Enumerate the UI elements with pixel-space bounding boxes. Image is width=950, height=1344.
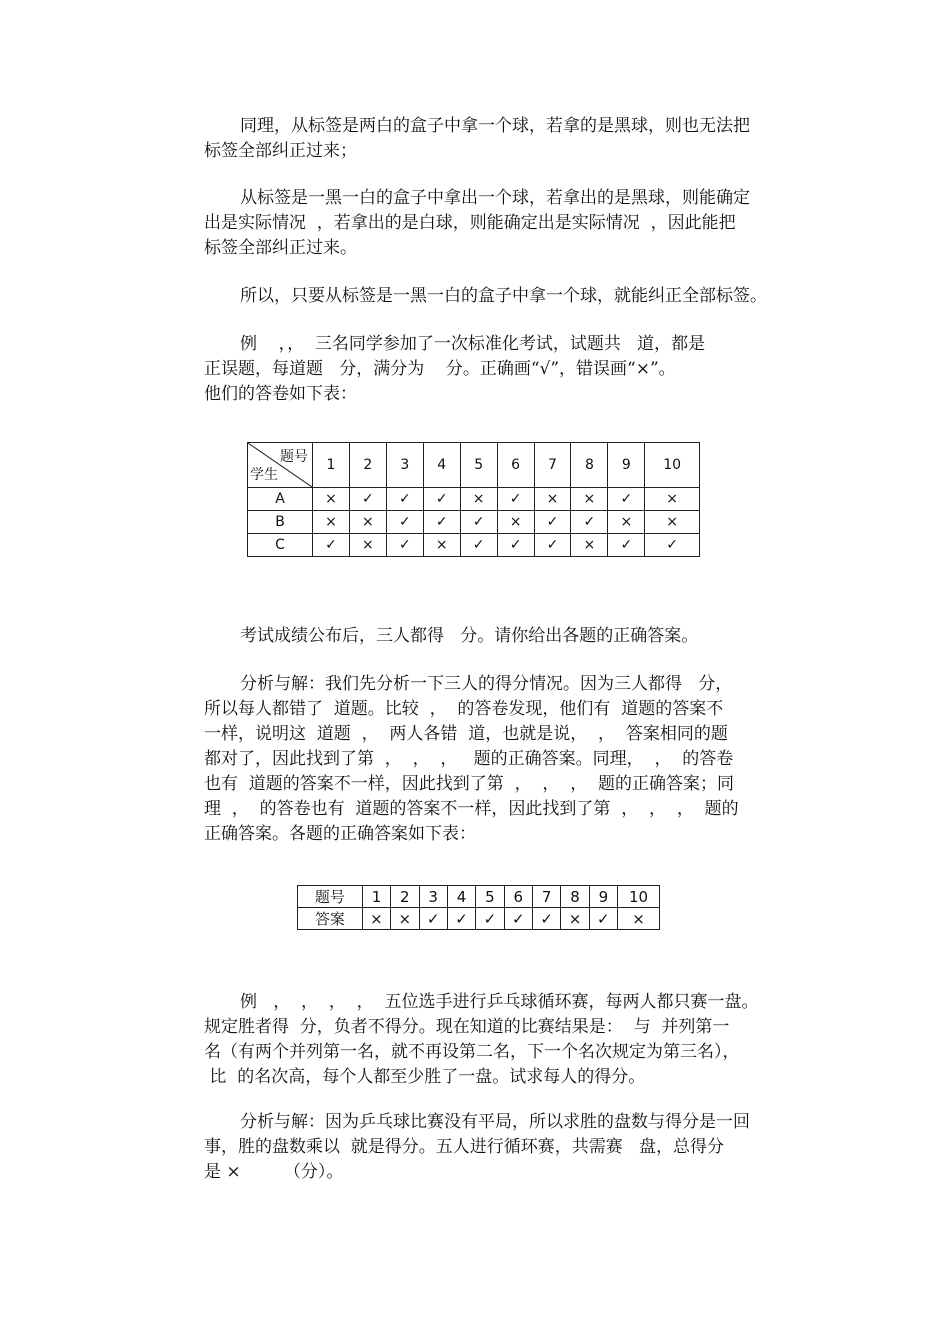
text-line: 分析与解：因为乒乓球比赛没有平局，所以求胜的盘数与得分是一回 bbox=[240, 1112, 750, 1132]
paragraph-5 bbox=[204, 624, 810, 649]
answer-cell: ✓ bbox=[423, 511, 460, 534]
answer-cell: ✓ bbox=[534, 511, 571, 534]
text-line: 同理，从标签是两白的盒子中拿一个球，若拿的是黑球，则也无法把 bbox=[240, 116, 750, 136]
text-line: 也有 道题的答案不一样，因此找到了第 ， ， ， 题的正确答案；同 bbox=[204, 774, 735, 794]
answer-cell: × bbox=[313, 488, 350, 511]
column-header: 4 bbox=[447, 886, 475, 908]
column-header: 5 bbox=[476, 886, 504, 908]
answer-cell: × bbox=[391, 908, 419, 930]
answer-cell: ✓ bbox=[534, 534, 571, 557]
column-header: 2 bbox=[391, 886, 419, 908]
text-line: 标签全部纠正过来； bbox=[204, 141, 357, 161]
column-header: 9 bbox=[589, 886, 617, 908]
paragraph-3 bbox=[204, 284, 810, 309]
answer-cell: ✓ bbox=[386, 488, 423, 511]
text-line: 一样，说明这 道题 ， 两人各错 道，也就是说， ， 答案相同的题 bbox=[204, 724, 728, 744]
table-row bbox=[248, 488, 700, 511]
answer-cell: ✓ bbox=[386, 511, 423, 534]
column-header: 5 bbox=[460, 443, 497, 488]
column-header: 8 bbox=[571, 443, 608, 488]
table-row bbox=[248, 511, 700, 534]
column-header: 7 bbox=[532, 886, 560, 908]
answer-cell: ✓ bbox=[645, 534, 700, 557]
paragraph-6 bbox=[204, 672, 810, 847]
paragraph-8 bbox=[204, 1110, 810, 1185]
text-line: 事，胜的盘数乘以 就是得分。五人进行循环赛，共需赛 盘，总得分 bbox=[204, 1137, 725, 1157]
text-line: 所以每人都错了 道题。比较 ， 的答卷发现，他们有 道题的答案不 bbox=[204, 699, 724, 719]
text-line: 理 ， 的答卷也有 道题的答案不一样，因此找到了第 ， ， ， 题的 bbox=[204, 799, 739, 819]
column-header: 1 bbox=[313, 443, 350, 488]
row-label-question: 题号 bbox=[298, 886, 363, 908]
answer-cell: × bbox=[645, 488, 700, 511]
answer-cell: ✓ bbox=[313, 534, 350, 557]
text-line: 名（有两个并列第一名，就不再设第二名，下一个名次规定为第三名）， bbox=[204, 1042, 740, 1062]
answer-cell: ✓ bbox=[497, 534, 534, 557]
column-header: 9 bbox=[608, 443, 645, 488]
text-line: 比 的名次高，每个人都至少胜了一盘。试求每人的得分。 bbox=[204, 1067, 646, 1087]
row-label: A bbox=[248, 488, 313, 511]
text-line: 分析与解：我们先分析一下三人的得分情况。因为三人都得 分， bbox=[240, 674, 733, 694]
paragraph-4 bbox=[204, 332, 810, 407]
text-line: 考试成绩公布后，三人都得 分。请你给出各题的正确答案。 bbox=[240, 626, 699, 646]
answer-cell: × bbox=[313, 511, 350, 534]
text-line: 出是实际情况 ，若拿出的是白球，则能确定出是实际情况 ，因此能把 bbox=[204, 213, 736, 233]
answer-cell: × bbox=[460, 488, 497, 511]
student-answer-table bbox=[247, 442, 700, 557]
answer-cell: × bbox=[618, 908, 660, 930]
column-header: 3 bbox=[419, 886, 447, 908]
text-line: 正误题，每道题 分，满分为 分。正确画“√”，错误画“×”。 bbox=[204, 359, 676, 379]
column-header: 7 bbox=[534, 443, 571, 488]
column-header: 10 bbox=[645, 443, 700, 488]
paragraph-2 bbox=[204, 186, 810, 261]
corner-label-question: 题号 bbox=[280, 449, 308, 465]
text-line: 标签全部纠正过来。 bbox=[204, 238, 357, 258]
text-line: 规定胜者得 分，负者不得分。现在知道的比赛结果是： 与 并列第一 bbox=[204, 1017, 730, 1037]
answer-cell: × bbox=[645, 511, 700, 534]
answer-cell: ✓ bbox=[349, 488, 386, 511]
table-header-row bbox=[298, 886, 660, 908]
row-label: B bbox=[248, 511, 313, 534]
answer-cell: × bbox=[534, 488, 571, 511]
column-header: 6 bbox=[497, 443, 534, 488]
answer-cell: ✓ bbox=[608, 488, 645, 511]
row-label-answer: 答案 bbox=[298, 908, 363, 930]
column-header: 10 bbox=[618, 886, 660, 908]
paragraph-1 bbox=[204, 114, 810, 164]
correct-answer-table bbox=[297, 885, 660, 930]
table-row bbox=[248, 534, 700, 557]
text-line: 所以，只要从标签是一黑一白的盒子中拿一个球，就能纠正全部标签。 bbox=[240, 286, 767, 306]
text-line: 从标签是一黑一白的盒子中拿出一个球，若拿出的是黑球，则能确定 bbox=[240, 188, 750, 208]
answer-cell: × bbox=[349, 534, 386, 557]
column-header: 3 bbox=[386, 443, 423, 488]
answer-cell: × bbox=[571, 488, 608, 511]
column-header: 1 bbox=[362, 886, 390, 908]
answer-cell: × bbox=[571, 534, 608, 557]
text-line: 是 × （分）。 bbox=[204, 1162, 344, 1182]
answer-cell: ✓ bbox=[608, 534, 645, 557]
column-header: 6 bbox=[504, 886, 532, 908]
answer-cell: × bbox=[608, 511, 645, 534]
row-label: C bbox=[248, 534, 313, 557]
answer-cell: × bbox=[497, 511, 534, 534]
table-header-row bbox=[248, 443, 700, 488]
text-line: 例 ，， 三名同学参加了一次标准化考试，试题共 道，都是 bbox=[240, 334, 706, 354]
table-corner-cell bbox=[248, 443, 313, 488]
answer-cell: ✓ bbox=[447, 908, 475, 930]
text-line: 正确答案。各题的正确答案如下表： bbox=[204, 824, 476, 844]
answer-cell: ✓ bbox=[532, 908, 560, 930]
answer-cell: × bbox=[561, 908, 589, 930]
answer-cell: ✓ bbox=[386, 534, 423, 557]
column-header: 4 bbox=[423, 443, 460, 488]
answer-cell: ✓ bbox=[589, 908, 617, 930]
answer-cell: ✓ bbox=[476, 908, 504, 930]
column-header: 8 bbox=[561, 886, 589, 908]
column-header: 2 bbox=[349, 443, 386, 488]
paragraph-7 bbox=[204, 990, 810, 1090]
answer-cell: ✓ bbox=[460, 534, 497, 557]
answer-cell: × bbox=[362, 908, 390, 930]
answer-cell: ✓ bbox=[504, 908, 532, 930]
text-line: 都对了，因此找到了第 ， ， ， 题的正确答案。同理， ， 的答卷 bbox=[204, 749, 734, 769]
corner-label-student: 学生 bbox=[250, 467, 278, 483]
answer-cell: ✓ bbox=[497, 488, 534, 511]
text-line: 例 ， ， ， ， 五位选手进行乒乓球循环赛，每两人都只赛一盘。 bbox=[240, 992, 759, 1012]
answer-cell: ✓ bbox=[460, 511, 497, 534]
table-row bbox=[298, 908, 660, 930]
answer-cell: ✓ bbox=[571, 511, 608, 534]
answer-cell: × bbox=[423, 534, 460, 557]
text-line: 他们的答卷如下表： bbox=[204, 384, 357, 404]
answer-cell: ✓ bbox=[423, 488, 460, 511]
answer-cell: ✓ bbox=[419, 908, 447, 930]
answer-cell: × bbox=[349, 511, 386, 534]
